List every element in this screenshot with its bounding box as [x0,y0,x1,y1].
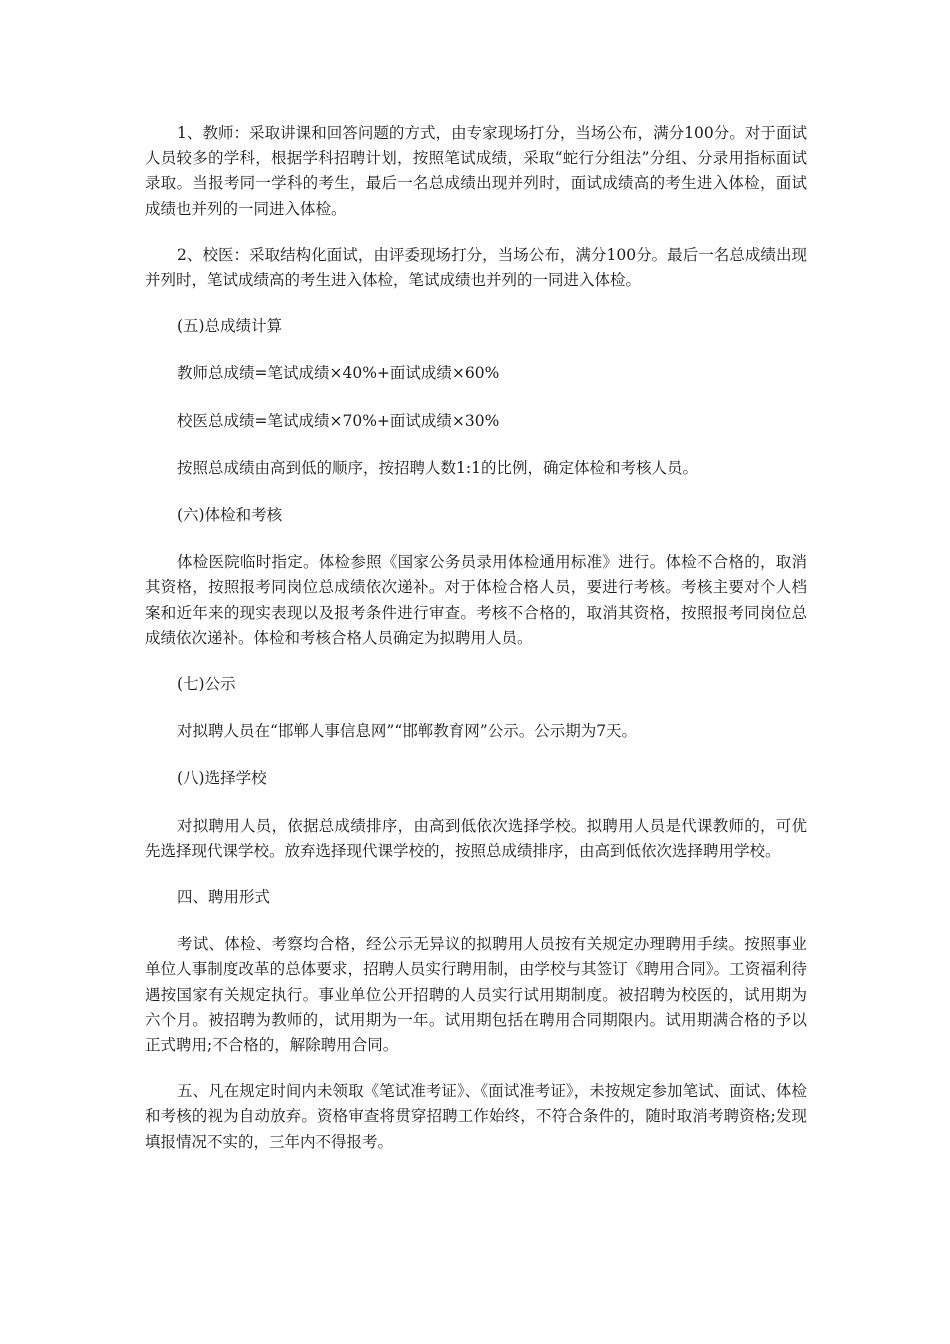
formula-doctor-score: 校医总成绩=笔试成绩×70%+面试成绩×30% [177,411,500,430]
paragraph-doctor-interview: 2、校医：采取结构化面试，由评委现场打分，当场公布，满分100分。最后一名总成绩出现并列时，笔试成绩高的考生进入体检，笔试成绩也并列的一同进入体检。 [145,245,807,290]
paragraph-school-selection: 对拟聘用人员，依据总成绩排序，由高到低依次选择学校。拟聘用人员是代课教师的，可优先选择现代课学校。放弃选择现代课学校的，按照总成绩排序，由高到低依次选择聘用学校。 [145,816,807,860]
formula-teacher-score: 教师总成绩=笔试成绩×40%+面试成绩×60% [177,364,500,383]
paragraph-forfeit-rules: 五、凡在规定时间内未领取《笔试准考证》、《面试准考证》，未按规定参加笔试、面试、体检和考核的视为自动放弃。资格审查将贯穿招聘工作始终，不符合条件的，随时取消考聘资格;发现填报情况不实的，三年内不得报考。 [145,1082,807,1151]
section-heading-total-score: (五)总成绩计算 [177,317,283,336]
section-heading-school-selection: (八)选择学校 [177,769,267,788]
section-heading-public-notice: (七)公示 [177,675,236,694]
section-heading-medical-exam: (六)体检和考核 [177,506,283,525]
section-heading-employment-form: 四、聘用形式 [177,888,271,907]
paragraph-public-notice: 对拟聘人员在“邯郸人事信息网”“邯郸教育网”公示。公示期为7天。 [177,722,638,741]
document-page [145,121,807,1176]
paragraph-medical-exam: 体检医院临时指定。体检参照《国家公务员录用体检通用标准》进行。体检不合格的，取消其资格，按照报考同岗位总成绩依次递补。对于体检合格人员，要进行考核。考核主要对个人档案和近年来的现实表现以及报考条件进行审查。考核不合格的，取消其资格，按照报考同岗位总成绩依次递补。体检和考核合格人员确定为拟聘用人员。 [145,553,807,647]
paragraph-ranking: 按照总成绩由高到低的顺序，按招聘人数1:1的比例，确定体检和考核人员。 [177,458,698,477]
paragraph-employment-form: 考试、体检、考察均合格，经公示无异议的拟聘用人员按有关规定办理聘用手续。按照事业单位人事制度改革的总体要求，招聘人员实行聘用制，由学校与其签订《聘用合同》。工资福利待遇按国家有关规定执行。事业单位公开招聘的人员实行试用期制度。被招聘为校医的，试用期为六个月。被招聘为教师的，试用期为一年。试用期包括在聘用合同期限内。试用期满合格的予以正式聘用;不合格的，解除聘用合同。 [145,935,807,1055]
paragraph-teacher-interview: 1、教师：采取讲课和回答问题的方式，由专家现场打分，当场公布，满分100分。对于面试人员较多的学科，根据学科招聘计划，按照笔试成绩，采取“蛇行分组法”分组、分录用指标面试录取。当报考同一学科的考生，最后一名总成绩出现并列时，面试成绩高的考生进入体检，面试成绩也并列的一同进入体检。 [145,124,807,218]
